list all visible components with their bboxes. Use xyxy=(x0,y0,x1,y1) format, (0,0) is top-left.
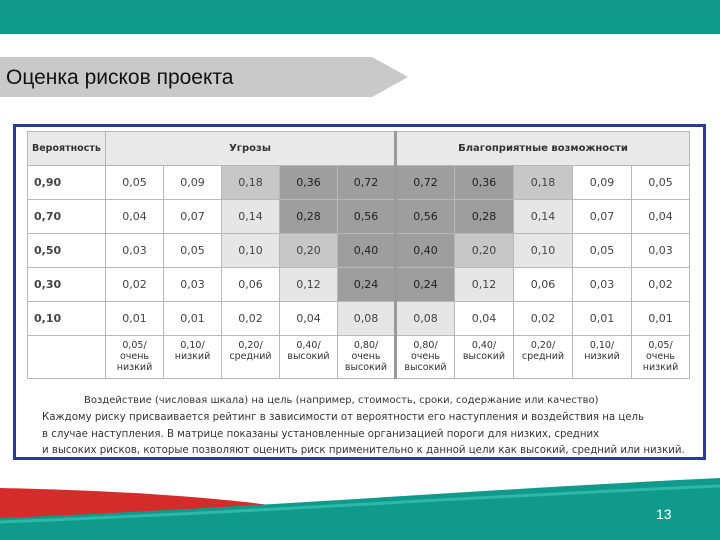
impact-label-cell: 0,40/ высокий xyxy=(280,336,338,379)
threat-cell: 0,10 xyxy=(222,234,280,268)
threat-cell: 0,05 xyxy=(164,234,222,268)
threat-cell: 0,04 xyxy=(106,200,164,234)
impact-labels-row xyxy=(28,336,690,379)
page-number: 13 xyxy=(656,506,672,522)
opportunity-cell: 0,56 xyxy=(396,200,455,234)
impact-label-cell: 0,20/ средний xyxy=(222,336,280,379)
threat-cell: 0,06 xyxy=(222,268,280,302)
threat-cell: 0,09 xyxy=(164,166,222,200)
opportunity-cell: 0,03 xyxy=(632,234,690,268)
threat-cell: 0,28 xyxy=(280,200,338,234)
threat-cell: 0,03 xyxy=(106,234,164,268)
opportunity-cell: 0,24 xyxy=(396,268,455,302)
threat-cell: 0,36 xyxy=(280,166,338,200)
opportunity-cell: 0,02 xyxy=(632,268,690,302)
threat-cell: 0,40 xyxy=(338,234,396,268)
opportunity-cell: 0,10 xyxy=(514,234,573,268)
threat-cell: 0,14 xyxy=(222,200,280,234)
opportunity-cell: 0,28 xyxy=(455,200,514,234)
matrix-explanation-note xyxy=(42,410,710,460)
opportunity-cell: 0,01 xyxy=(573,302,632,336)
threat-cell: 0,56 xyxy=(338,200,396,234)
opportunity-cell: 0,04 xyxy=(632,200,690,234)
impact-label-cell: 0,80/ очень высокий xyxy=(338,336,396,379)
note-line: Каждому риску присваивается рейтинг в зависимости от вероятности его наступления и воздействия на цель xyxy=(42,412,645,423)
impact-label-cell: 0,20/ средний xyxy=(514,336,573,379)
opportunity-cell: 0,02 xyxy=(514,302,573,336)
matrix-row xyxy=(28,302,690,336)
probability-cell: 0,30 xyxy=(28,268,106,302)
opportunity-cell: 0,06 xyxy=(514,268,573,302)
probability-cell: 0,70 xyxy=(28,200,106,234)
slide-title: Оценка рисков проекта xyxy=(6,66,234,89)
matrix-row xyxy=(28,200,690,234)
opportunity-cell: 0,08 xyxy=(396,302,455,336)
opportunity-cell: 0,40 xyxy=(396,234,455,268)
threat-cell: 0,02 xyxy=(222,302,280,336)
probability-cell: 0,90 xyxy=(28,166,106,200)
probability-cell: 0,50 xyxy=(28,234,106,268)
threat-cell: 0,01 xyxy=(106,302,164,336)
impact-scale-caption: Воздействие (числовая шкала) на цель (например, стоимость, сроки, содержание или качество) xyxy=(84,395,599,406)
impact-label-cell: 0,40/ высокий xyxy=(455,336,514,379)
impact-label-cell: 0,05/ очень низкий xyxy=(632,336,690,379)
empty-corner-cell xyxy=(28,336,106,379)
opportunity-cell: 0,03 xyxy=(573,268,632,302)
threat-cell: 0,18 xyxy=(222,166,280,200)
header-probability: Вероятность xyxy=(28,132,106,166)
opportunity-cell: 0,18 xyxy=(514,166,573,200)
matrix-header-row xyxy=(28,132,690,166)
opportunity-cell: 0,09 xyxy=(573,166,632,200)
threat-cell: 0,24 xyxy=(338,268,396,302)
threat-cell: 0,07 xyxy=(164,200,222,234)
matrix-row xyxy=(28,268,690,302)
threat-cell: 0,72 xyxy=(338,166,396,200)
threat-cell: 0,20 xyxy=(280,234,338,268)
header-opportunities: Благоприятные возможности xyxy=(396,132,690,166)
opportunity-cell: 0,01 xyxy=(632,302,690,336)
matrix-row xyxy=(28,234,690,268)
opportunity-cell: 0,20 xyxy=(455,234,514,268)
threat-cell: 0,02 xyxy=(106,268,164,302)
threat-cell: 0,03 xyxy=(164,268,222,302)
opportunity-cell: 0,05 xyxy=(632,166,690,200)
impact-label-cell: 0,80/ очень высокий xyxy=(396,336,455,379)
opportunity-cell: 0,14 xyxy=(514,200,573,234)
matrix-row xyxy=(28,166,690,200)
bottom-wave-decoration xyxy=(0,478,720,540)
top-accent-band xyxy=(0,0,720,34)
opportunity-cell: 0,07 xyxy=(573,200,632,234)
threat-cell: 0,05 xyxy=(106,166,164,200)
threat-cell: 0,08 xyxy=(338,302,396,336)
header-threats: Угрозы xyxy=(106,132,396,166)
threat-cell: 0,04 xyxy=(280,302,338,336)
note-line: и высоких рисков, которые позволяют оценить риск применительно к данной цели как высокий, средний или низкий. xyxy=(42,445,685,456)
note-line: в случае наступления. В матрице показаны установленные организацией пороги для низких, средних xyxy=(42,428,600,440)
threat-cell: 0,12 xyxy=(280,268,338,302)
probability-cell: 0,10 xyxy=(28,302,106,336)
impact-label-cell: 0,05/ очень низкий xyxy=(106,336,164,379)
threat-cell: 0,01 xyxy=(164,302,222,336)
impact-label-cell: 0,10/ низкий xyxy=(164,336,222,379)
opportunity-cell: 0,05 xyxy=(573,234,632,268)
opportunity-cell: 0,04 xyxy=(455,302,514,336)
opportunity-cell: 0,72 xyxy=(396,166,455,200)
opportunity-cell: 0,12 xyxy=(455,268,514,302)
impact-label-cell: 0,10/ низкий xyxy=(573,336,632,379)
opportunity-cell: 0,36 xyxy=(455,166,514,200)
probability-impact-matrix xyxy=(27,131,690,379)
